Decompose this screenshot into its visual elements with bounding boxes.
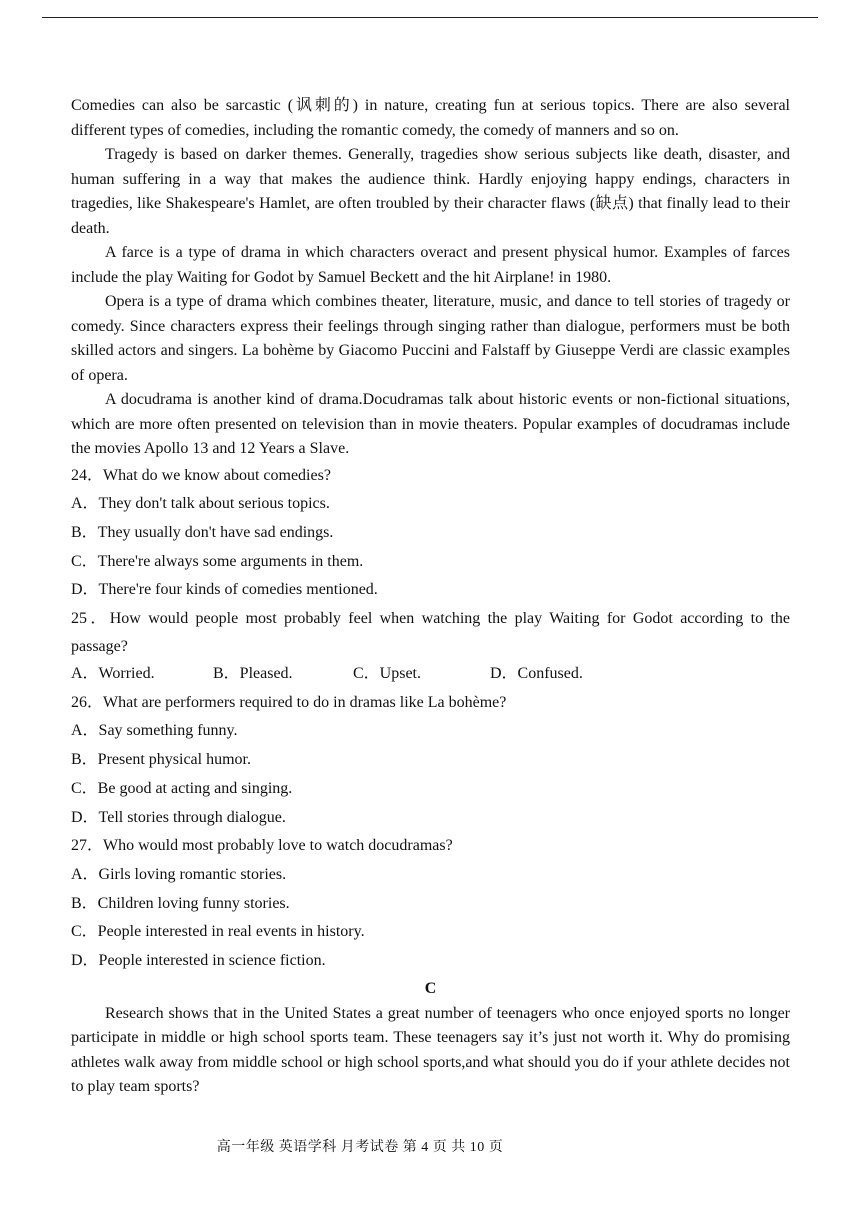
page-content [71,94,790,1100]
option-c: C．There're always some arguments in them. [71,552,364,570]
question-stem: 27．Who would most probably love to watch docudramas? [71,837,453,855]
option-b: B．Present physical humor. [71,751,251,769]
section-title: C [424,979,437,997]
option-a: A．They don't talk about serious topics. [71,495,330,513]
question-26 [71,689,790,833]
question-stem: 24．What do we know about comedies? [71,466,331,484]
passage-paragraph-comedies: Comedies can also be sarcastic (讽刺的) in nature, creating fun at serious topics. There are also several different types of comedies, including the romantic comedy, the comedy of manners and so on. [71,97,790,139]
options-row [71,660,790,689]
passage-paragraph-section-c: Research shows that in the United States a great number of teenagers who once enjoyed sports no longer participate in middle or high school sports team. These teenagers say it’s just not worth it. Why do promising athletes walk away from middle school or high school sports,and what should you do if your athlete decides not to play team sports? [71,1004,790,1096]
passage-paragraph-opera: Opera is a type of drama which combines theater, literature, music, and dance to tell stories of tragedy or comedy. Since characters express their feelings through singing rather than dialogue, performers must be both skilled actors and singers. La bohème by Giacomo Puccini and Falstaff by Giuseppe Verdi are classic examples of opera. [71,293,790,384]
header-rule [42,17,818,18]
page-footer: 高一年级 英语学科 月考试卷 第 4 页 共 10 页 [216,1140,504,1155]
option-d: D．Tell stories through dialogue. [71,808,286,826]
question-stem: 25．How would people most probably feel when watching the play Waiting for Godot according to the passage? [71,610,790,655]
question-27 [71,832,790,976]
option-a: A．Girls loving romantic stories. [71,865,287,883]
option-b: B．They usually don't have sad endings. [71,523,334,541]
option-c: C．Upset. [353,665,422,683]
option-c: C．Be good at acting and singing. [71,779,293,797]
option-b: B．Children loving funny stories. [71,894,290,912]
option-c: C．People interested in real events in history. [71,923,365,941]
option-d: D．There're four kinds of comedies mentioned. [71,581,378,599]
option-d: D．People interested in science fiction. [71,952,326,970]
question-stem: 26．What are performers required to do in dramas like La bohème? [71,693,507,711]
option-b: B．Pleased. [213,665,293,683]
option-a: A．Say something funny. [71,722,238,740]
option-a: A．Worried. [71,665,155,683]
passage-paragraph-tragedy: Tragedy is based on darker themes. Generally, tragedies show serious subjects like death, disaster, and human suffering in a way that makes the audience think. Hardly enjoying happy endings, characters in tragedies, like Shakespeare's Hamlet, are often troubled by their character flaws (缺点) that finally lead to their death. [71,146,790,237]
question-25 [71,605,790,689]
question-24 [71,462,790,606]
option-d: D．Confused. [490,665,583,683]
passage-paragraph-farce: A farce is a type of drama in which characters overact and present physical humor. Examples of farces include the play Waiting for Godot by Samuel Beckett and the hit Airplane! in 1980. [71,244,790,286]
passage-paragraph-docudrama: A docudrama is another kind of drama.Docudramas talk about historic events or non-fictional situations, which are more often presented on television than in movie theaters. Popular examples of docudramas include the movies Apollo 13 and 12 Years a Slave. [71,391,790,457]
